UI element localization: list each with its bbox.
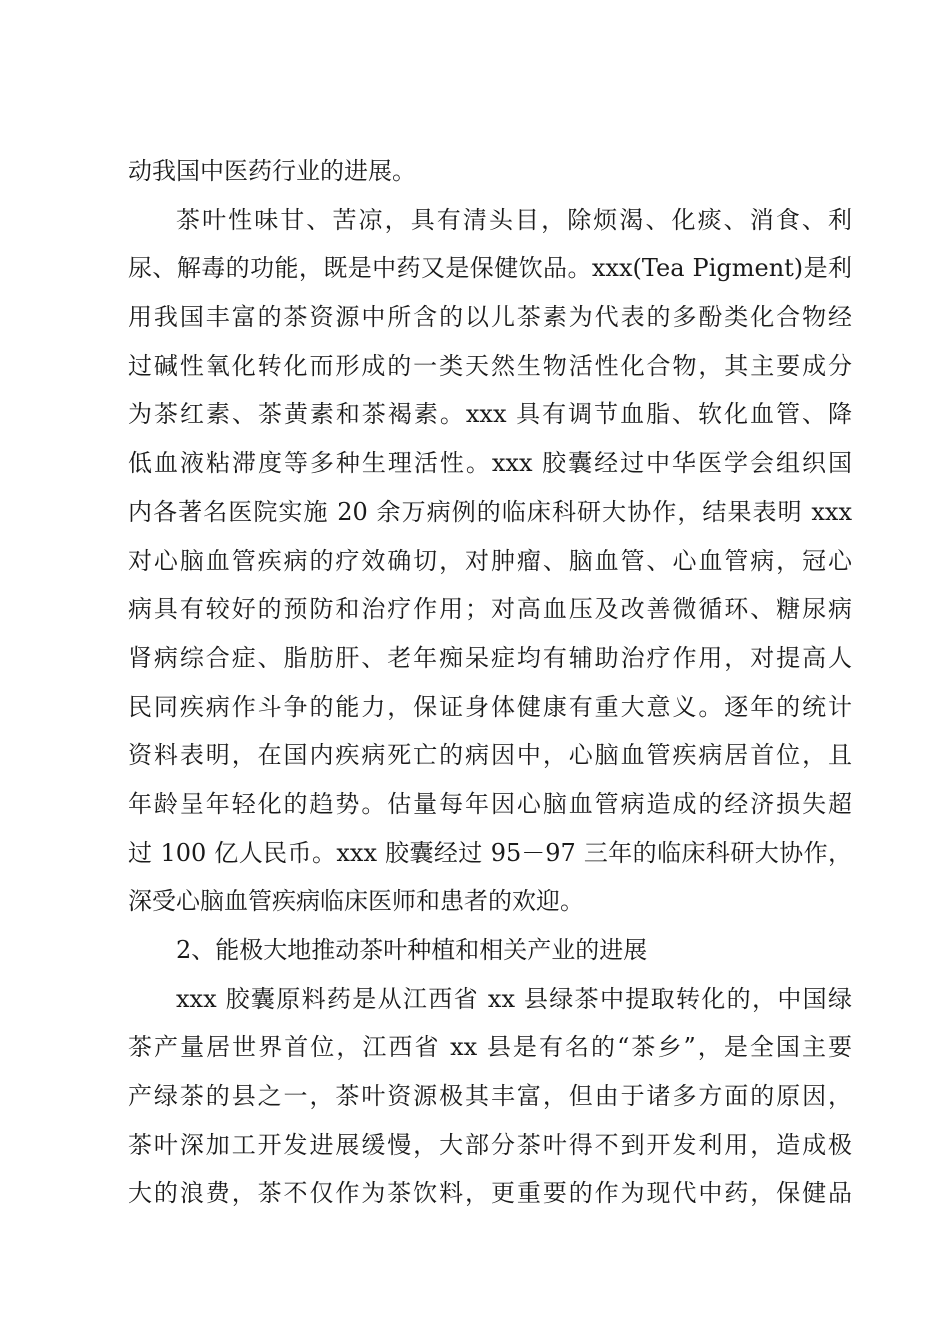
text-line: 深受心脑血管疾病临床医师和患者的欢迎。 bbox=[128, 887, 584, 916]
paragraph-first-line: 茶叶性味甘、苦凉，具有清头目，除烦渴、化痰、消食、利 bbox=[176, 205, 852, 234]
text-line: 病具有较好的预防和治疗作用；对高血压及改善微循环、糖尿病 bbox=[128, 595, 852, 624]
text-line: 资料表明，在国内疾病死亡的病因中，心脑血管疾病居首位，且 bbox=[128, 741, 852, 770]
text-line: 年龄呈年轻化的趋势。估量每年因心脑血管病造成的经济损失超 bbox=[128, 789, 852, 818]
text-line: 用我国丰富的茶资源中所含的以儿茶素为代表的多酚类化合物经 bbox=[128, 303, 852, 332]
text-line: 低血液粘滞度等多种生理活性。xxx 胶囊经过中华医学会组织国 bbox=[128, 449, 852, 478]
text-line: 过 100 亿人民币。xxx 胶囊经过 95－97 三年的临床科研大协作， bbox=[128, 838, 852, 867]
text-line: 茶产量居世界首位，江西省 xx 县是有名的“茶乡”，是全国主要 bbox=[128, 1033, 852, 1062]
text-line: 内各著名医院实施 20 余万病例的临床科研大协作，结果表明 xxx bbox=[128, 497, 852, 526]
text-line: 过碱性氧化转化而形成的一类天然生物活性化合物，其主要成分 bbox=[128, 351, 852, 380]
text-line: 为茶红素、茶黄素和茶褐素。xxx 具有调节血脂、软化血管、降 bbox=[128, 400, 852, 429]
text-line: 对心脑血管疾病的疗效确切，对肿瘤、脑血管、心血管病，冠心 bbox=[128, 546, 852, 575]
text-line: 尿、解毒的功能，既是中药又是保健饮品。xxx(Tea Pigment)是利 bbox=[128, 254, 852, 283]
text-line: 肾病综合症、脂肪肝、老年痴呆症均有辅助治疗作用，对提高人 bbox=[128, 643, 852, 672]
body-text bbox=[128, 147, 852, 1218]
text-line: 民同疾病作斗争的能力，保证身体健康有重大意义。逐年的统计 bbox=[128, 692, 852, 721]
text-line: 动我国中医药行业的进展。 bbox=[128, 157, 416, 185]
text-line: 大的浪费，茶不仅作为茶饮料，更重要的作为现代中药，保健品 bbox=[128, 1179, 852, 1208]
paragraph-first-line: xxx 胶囊原料药是从江西省 xx 县绿茶中提取转化的，中国绿 bbox=[176, 984, 852, 1013]
text-line: 茶叶深加工开发进展缓慢，大部分茶叶得不到开发利用，造成极 bbox=[128, 1130, 852, 1159]
section-heading: 2、能极大地推动茶叶种植和相关产业的进展 bbox=[176, 936, 648, 964]
text-line: 产绿茶的县之一，茶叶资源极其丰富，但由于诸多方面的原因， bbox=[128, 1082, 852, 1111]
